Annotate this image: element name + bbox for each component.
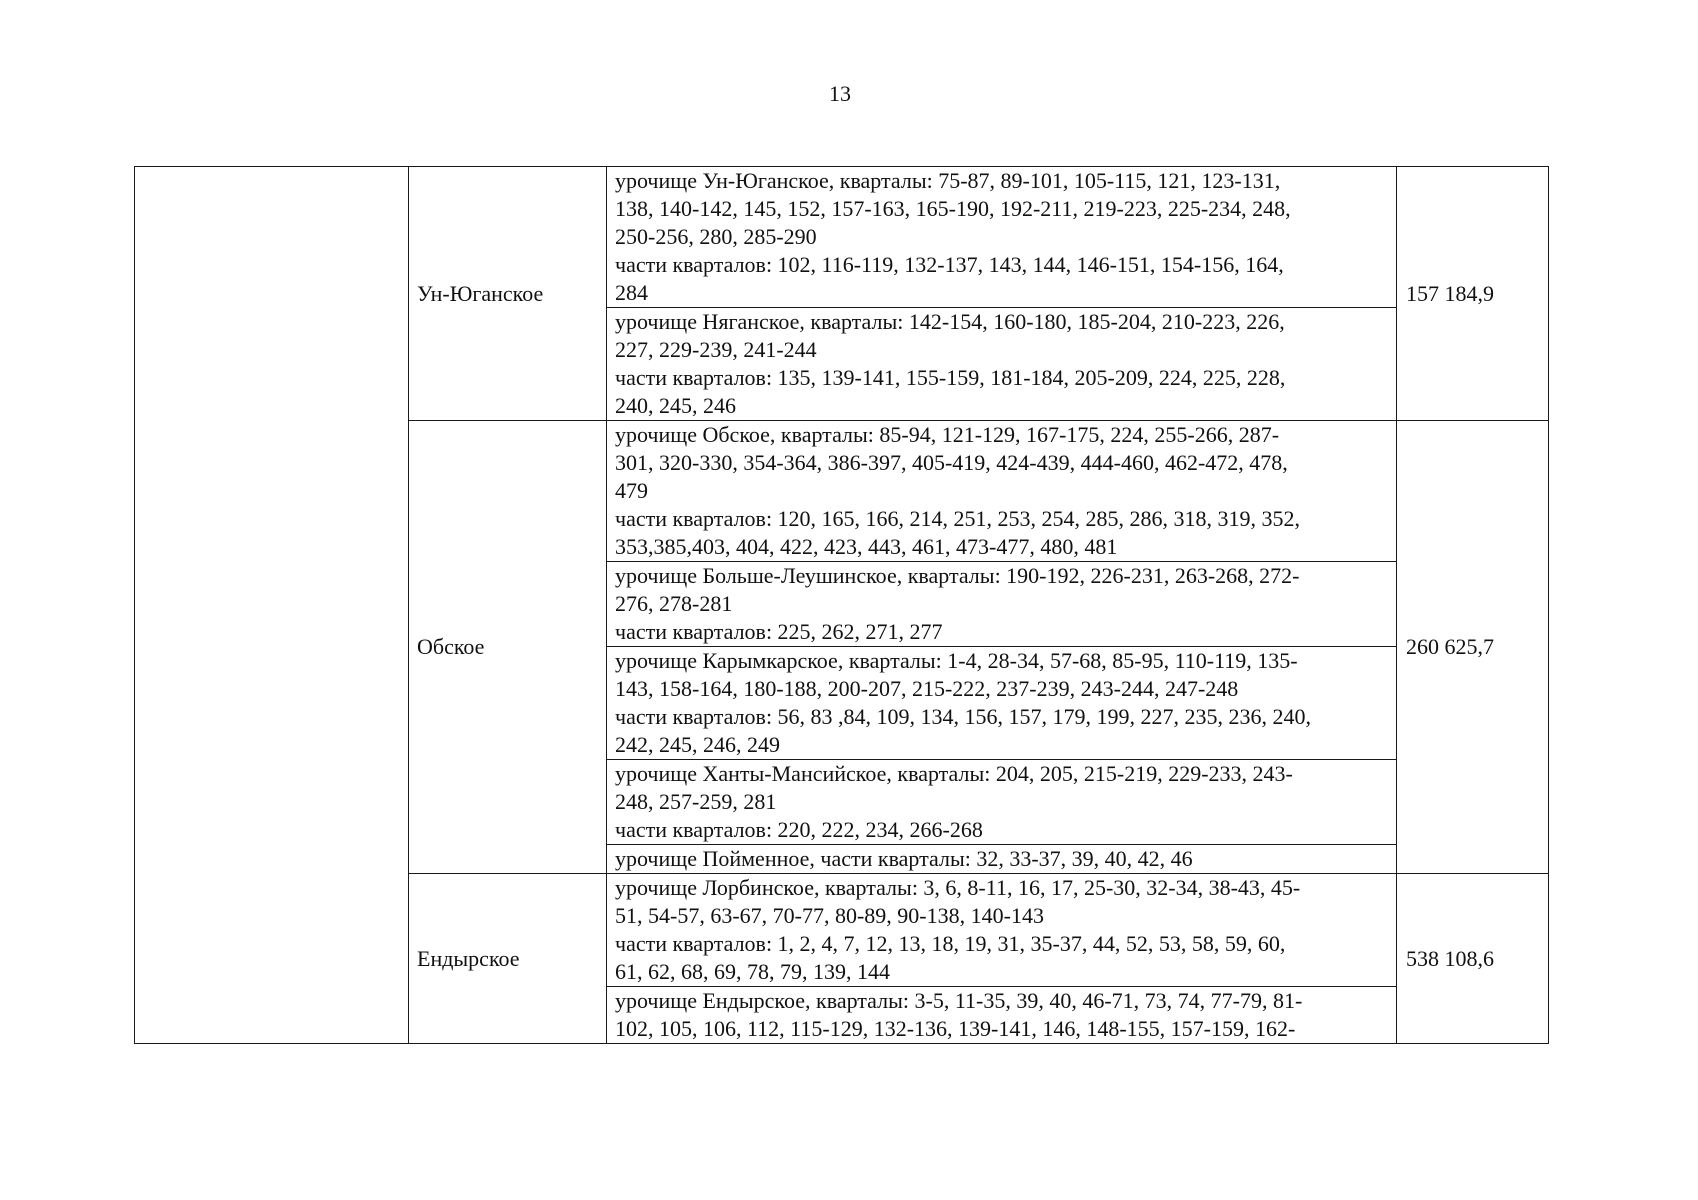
tract-text-line: урочище Ендырское, кварталы: 3-5, 11-35, 39, 40, 46-71, 73, 74, 77-79, 81- bbox=[615, 988, 1303, 1013]
tract-text-line: 102, 105, 106, 112, 115-129, 132-136, 139-141, 146, 148-155, 157-159, 162- bbox=[615, 1016, 1296, 1041]
tract-text-line: 248, 257-259, 281 bbox=[615, 789, 777, 814]
tract-text-line: 276, 278-281 bbox=[615, 591, 733, 616]
tract-entry-cell bbox=[607, 308, 1397, 421]
tract-text-line: урочище Ханты-Мансийское, кварталы: 204, 205, 215-219, 229-233, 243- bbox=[615, 761, 1293, 786]
area-cell: 260 625,7 bbox=[1397, 421, 1549, 874]
page-number: 13 bbox=[829, 81, 851, 106]
tract-text-line: 240, 245, 246 bbox=[615, 393, 736, 418]
region-cell bbox=[135, 167, 409, 1044]
forestry-name-cell: Обское bbox=[409, 421, 607, 874]
area-cell: 157 184,9 bbox=[1397, 167, 1549, 421]
forestry-name-cell: Ун-Юганское bbox=[409, 167, 607, 421]
tract-text-line: урочище Карымкарское, кварталы: 1-4, 28-34, 57-68, 85-95, 110-119, 135- bbox=[615, 648, 1298, 673]
table-body bbox=[135, 167, 1549, 1044]
tract-text-line: части кварталов: 135, 139-141, 155-159, 181-184, 205-209, 224, 225, 228, bbox=[615, 365, 1286, 390]
tract-entry-cell bbox=[607, 421, 1397, 562]
tract-text-line: части кварталов: 56, 83 ,84, 109, 134, 156, 157, 179, 199, 227, 235, 236, 240, bbox=[615, 704, 1312, 729]
forestry-table bbox=[134, 166, 1549, 1044]
tract-text-line: части кварталов: 120, 165, 166, 214, 251, 253, 254, 285, 286, 318, 319, 352, bbox=[615, 506, 1301, 531]
tract-entry-cell bbox=[607, 987, 1397, 1044]
tract-text-line: части кварталов: 1, 2, 4, 7, 12, 13, 18, 19, 31, 35-37, 44, 52, 53, 58, 59, 60, bbox=[615, 931, 1286, 956]
tract-text-line: урочище Обское, кварталы: 85-94, 121-129, 167-175, 224, 255-266, 287- bbox=[615, 422, 1280, 447]
tract-text-line: части кварталов: 220, 222, 234, 266-268 bbox=[615, 817, 983, 842]
tract-text-line: 479 bbox=[615, 478, 648, 503]
tract-text-line: 250-256, 280, 285-290 bbox=[615, 224, 817, 249]
tract-entry-cell bbox=[607, 562, 1397, 647]
tract-text-line: части кварталов: 225, 262, 271, 277 bbox=[615, 619, 943, 644]
tract-text-line: 143, 158-164, 180-188, 200-207, 215-222, 237-239, 243-244, 247-248 bbox=[615, 676, 1239, 701]
tract-text-line: 353,385,403, 404, 422, 423, 443, 461, 473-477, 480, 481 bbox=[615, 534, 1118, 559]
tract-text-line: 138, 140-142, 145, 152, 157-163, 165-190, 192-211, 219-223, 225-234, 248, bbox=[615, 196, 1291, 221]
tract-text-line: 301, 320-330, 354-364, 386-397, 405-419, 424-439, 444-460, 462-472, 478, bbox=[615, 450, 1288, 475]
tract-text-line: урочище Пойменное, части кварталы: 32, 33-37, 39, 40, 42, 46 bbox=[615, 846, 1193, 871]
tract-text-line: урочище Няганское, кварталы: 142-154, 160-180, 185-204, 210-223, 226, bbox=[615, 309, 1285, 334]
tract-text-line: урочище Лорбинское, кварталы: 3, 6, 8-11, 16, 17, 25-30, 32-34, 38-43, 45- bbox=[615, 875, 1301, 900]
tract-text-line: урочище Ун-Юганское, кварталы: 75-87, 89-101, 105-115, 121, 123-131, bbox=[615, 168, 1281, 193]
tract-text-line: части кварталов: 102, 116-119, 132-137, 143, 144, 146-151, 154-156, 164, bbox=[615, 252, 1284, 277]
tract-text-line: 242, 245, 246, 249 bbox=[615, 732, 780, 757]
tract-text-line: 284 bbox=[615, 280, 648, 305]
tract-entry-cell bbox=[607, 167, 1397, 308]
tract-text-line: 61, 62, 68, 69, 78, 79, 139, 144 bbox=[615, 959, 890, 984]
tract-text-line: урочище Больше-Леушинское, кварталы: 190-192, 226-231, 263-268, 272- bbox=[615, 563, 1300, 588]
tract-text-line: 227, 229-239, 241-244 bbox=[615, 337, 817, 362]
area-cell: 538 108,6 bbox=[1397, 874, 1549, 1044]
forestry-name-cell: Ендырское bbox=[409, 874, 607, 1044]
tract-entry-cell bbox=[607, 760, 1397, 845]
tract-entry-cell bbox=[607, 845, 1397, 874]
tract-entry-cell bbox=[607, 647, 1397, 760]
tract-entry-cell bbox=[607, 874, 1397, 987]
tract-text-line: 51, 54-57, 63-67, 70-77, 80-89, 90-138, 140-143 bbox=[615, 903, 1044, 928]
table-row bbox=[135, 167, 1549, 308]
